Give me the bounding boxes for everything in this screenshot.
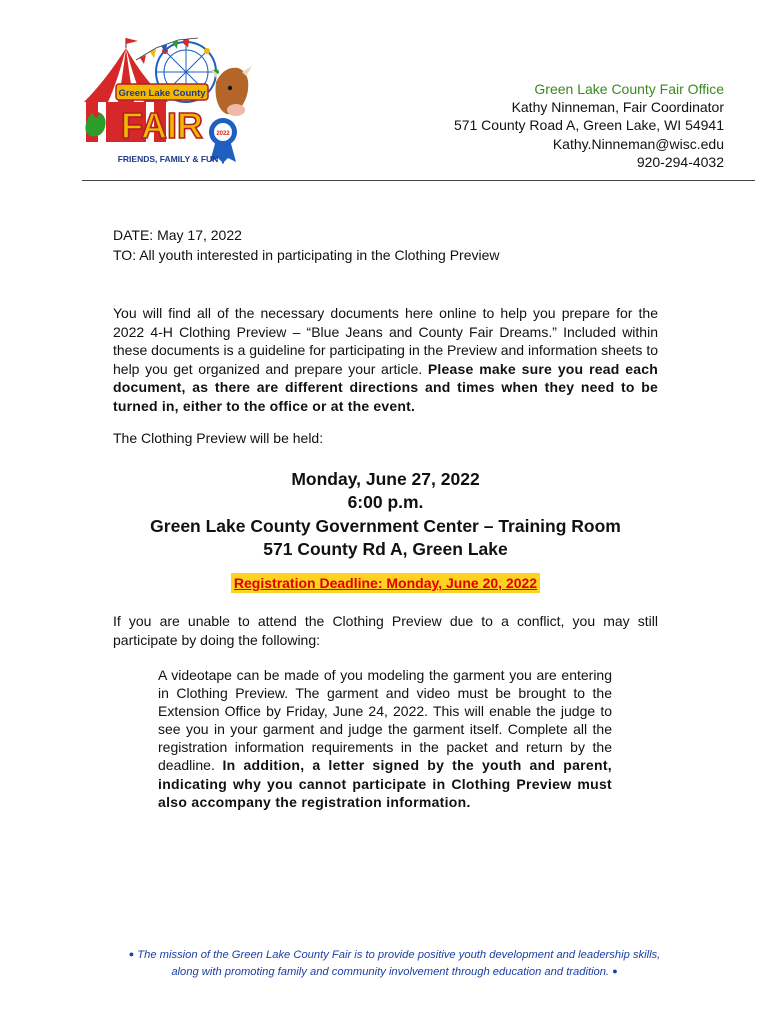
office-email[interactable]: Kathy.Ninneman@wisc.edu — [552, 135, 724, 152]
video-text: A videotape can be made of you modeling the garment you are entering in Clothing Preview. The garment and video must be brought to the Extension Office by Friday, June 24, 2022. This will enable the judge to see you in your garment and judge the garment itself. Complete all the registration information requirements in the packet and return by the deadline. — [158, 667, 612, 774]
office-phone: 920-294-4032 — [636, 153, 724, 170]
office-address: 571 County Road A, Green Lake, WI 54941 — [453, 117, 724, 134]
intro-text: You will find all of the necessary documents here online to help you prepare for the 2022 4-H Clothing Preview – “Blue Jeans and County Fair Dreams.” Included within these documents is a guideline for participating in the Preview and information sheets to help you get organized and prepare your article. — [113, 305, 658, 377]
unable-paragraph: If you are unable to attend the Clothing Preview due to a conflict, you may still participate by doing the following: — [113, 613, 658, 648]
event-date: Monday, June 27, 2022 — [291, 469, 480, 489]
coordinator-line: Kathy Ninneman, Fair Coordinator — [511, 99, 724, 116]
office-name: Green Lake County Fair Office — [534, 81, 724, 97]
memo-to: TO: All youth interested in participating in the Clothing Preview — [113, 247, 500, 263]
fair-logo — [78, 30, 256, 175]
header-divider — [82, 180, 755, 181]
bullet-icon: ● — [612, 966, 618, 976]
mission-statement — [82, 946, 707, 980]
event-details — [113, 468, 658, 561]
event-address: 571 County Rd A, Green Lake — [263, 538, 508, 559]
ribbon-text: 2022 — [216, 131, 230, 137]
intro-paragraph — [113, 304, 658, 416]
mission-text-2: along with promoting family and community involvement through education and tradition. — [171, 966, 610, 978]
mission-text-1: The mission of the Green Lake County Fair is to provide positive youth development and leadership skills, — [137, 949, 661, 961]
held-line: The Clothing Preview will be held: — [113, 430, 324, 446]
bullet-icon: ● — [128, 949, 135, 959]
memo-header — [113, 225, 500, 265]
registration-deadline: Registration Deadline: Monday, June 20, 2022 — [231, 573, 540, 593]
fair-logo-graphic — [78, 30, 256, 175]
office-contact-block — [454, 80, 724, 171]
logo-banner-text: Green Lake County — [118, 88, 206, 99]
video-option-paragraph — [158, 666, 612, 811]
intro-emphasis: Please make sure you read each document, as there are different directions and times when they need to be turned in, either to the office or at the event. — [113, 360, 658, 414]
logo-tagline: FRIENDS, FAMILY & FUN — [117, 154, 219, 164]
deadline-row — [113, 573, 658, 593]
event-time: 6:00 p.m. — [347, 492, 424, 513]
mission-line-1 — [82, 946, 707, 963]
logo-fair-text: FAIR — [120, 105, 204, 146]
event-venue: Green Lake County Government Center – Training Room — [150, 515, 621, 536]
memo-date: DATE: May 17, 2022 — [113, 227, 242, 243]
mission-line-2 — [82, 963, 707, 980]
cow-icon — [210, 66, 252, 116]
video-emphasis: In addition, a letter signed by the youth and parent, indicating why you cannot participate in Clothing Preview must also accompany the registration information. — [158, 757, 612, 810]
